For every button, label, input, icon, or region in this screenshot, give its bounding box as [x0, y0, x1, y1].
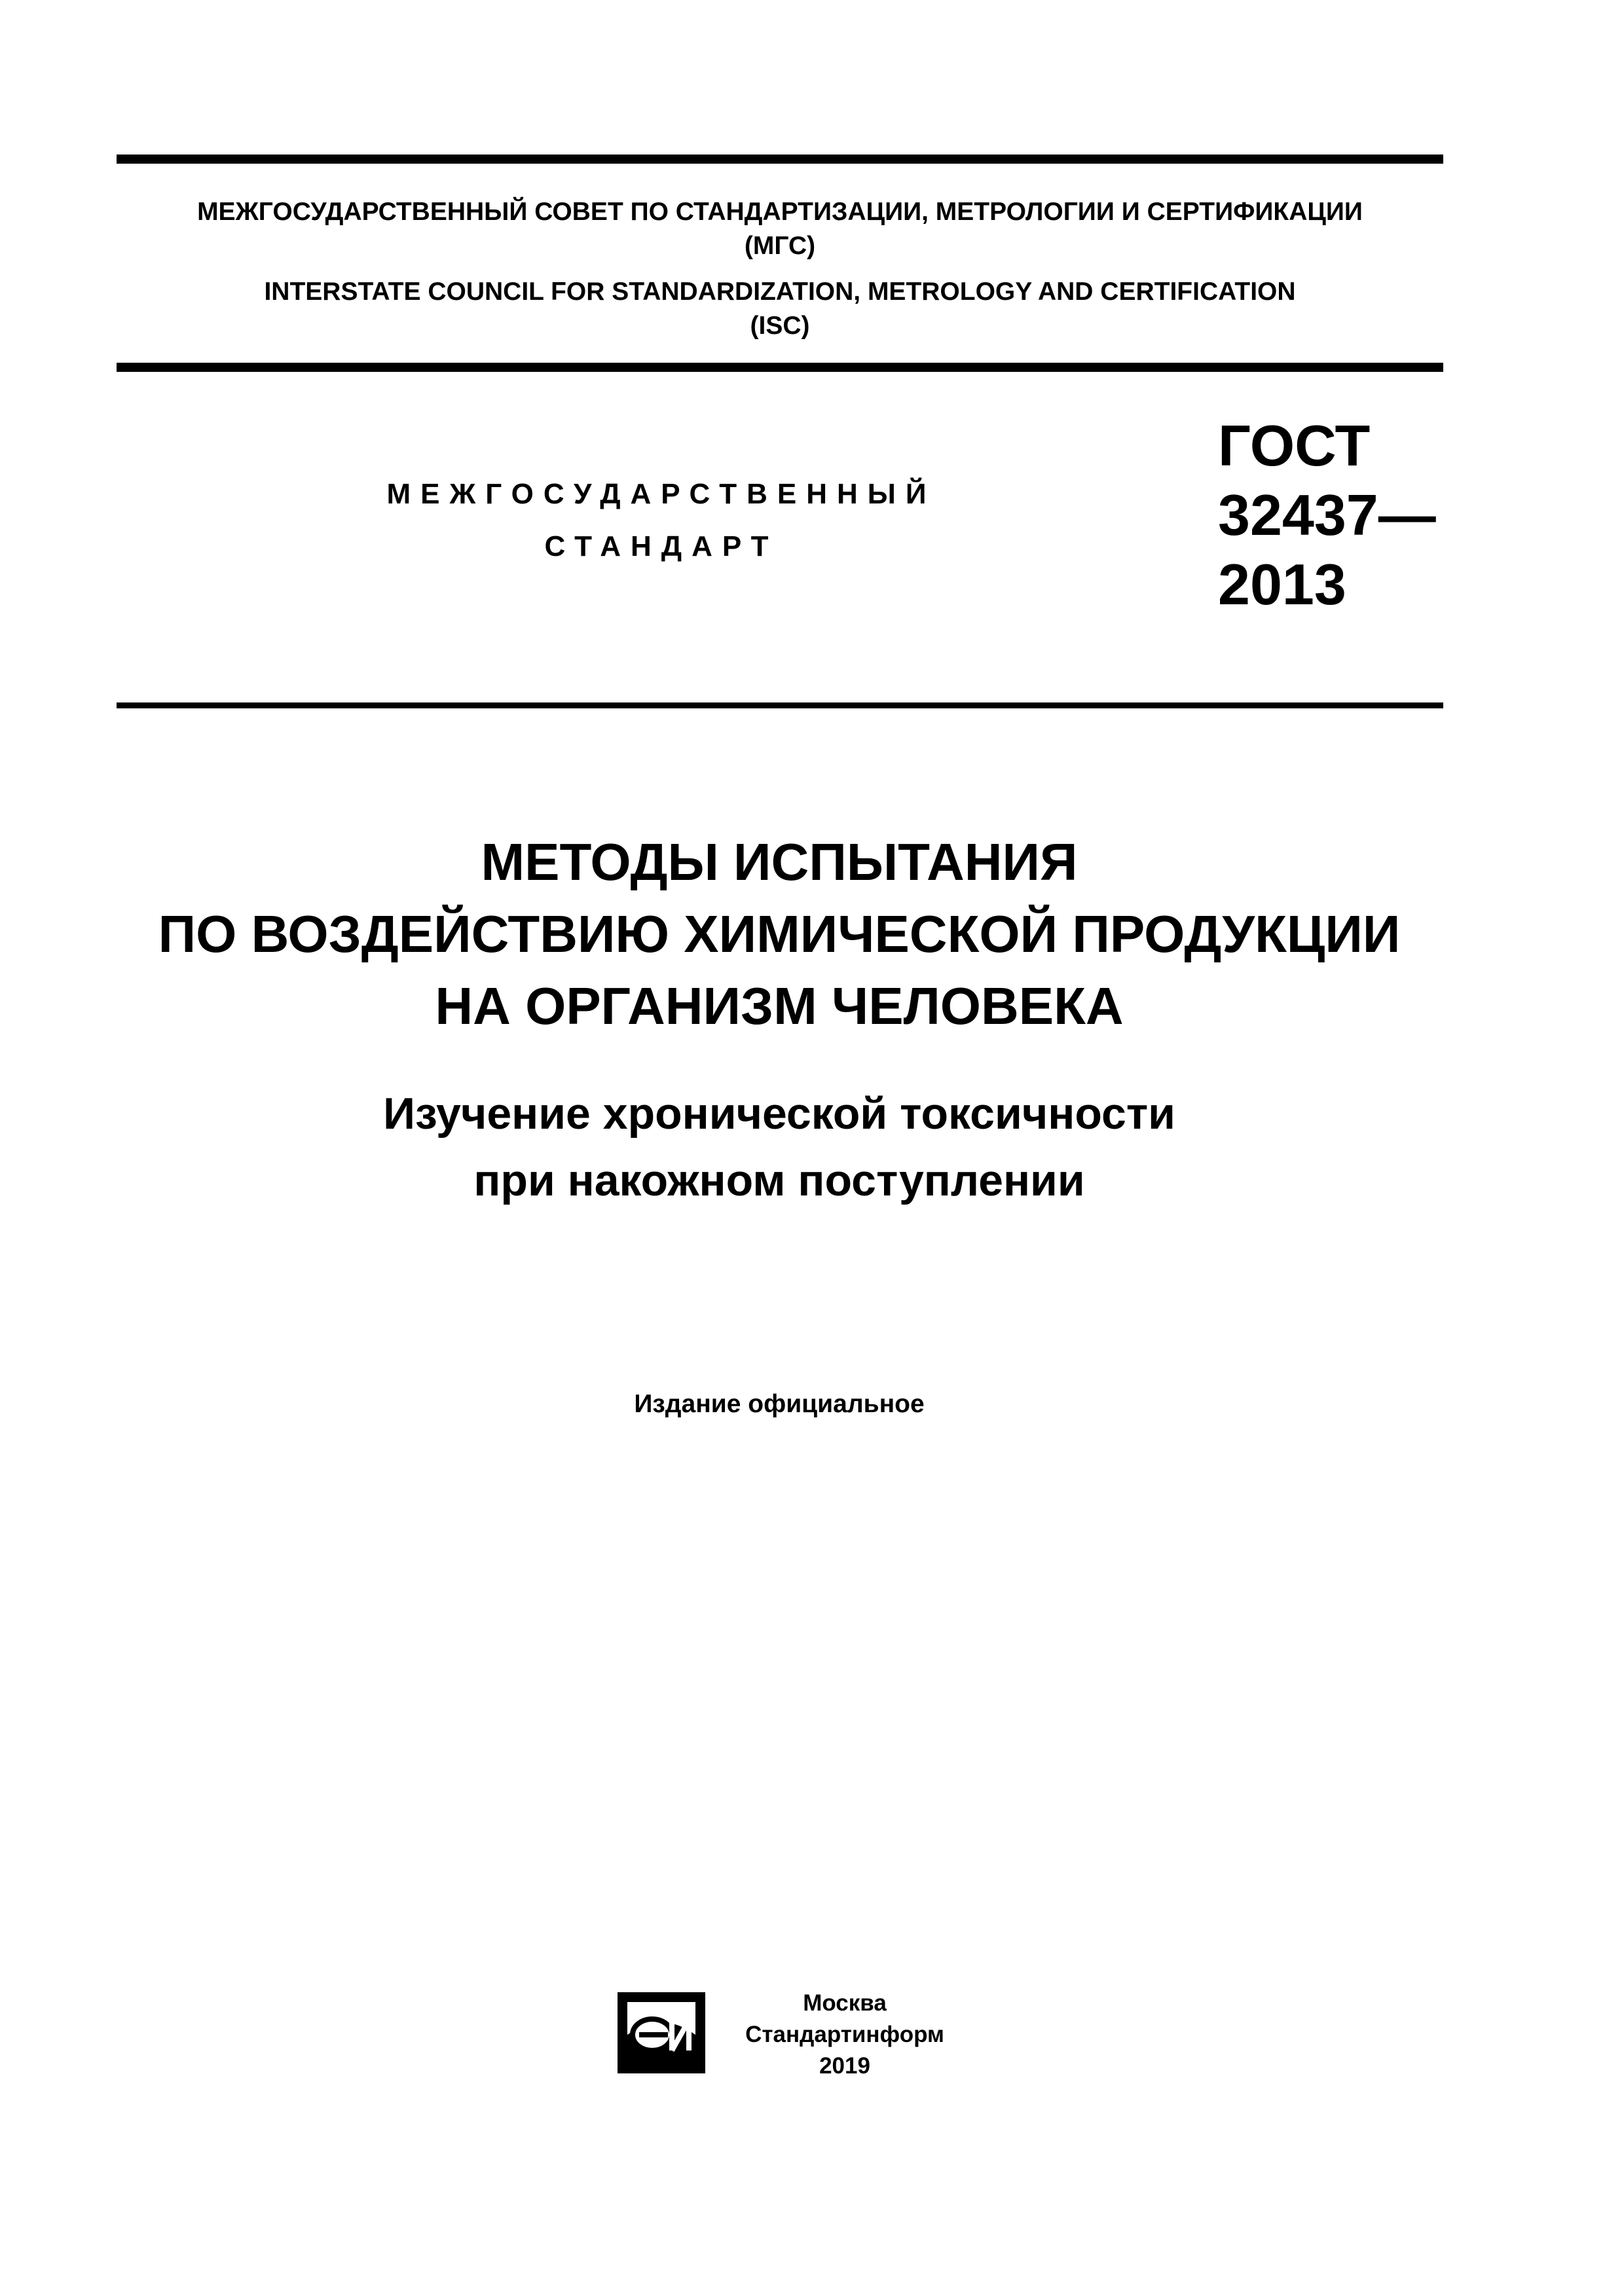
standard-type-line1: МЕЖГОСУДАРСТВЕННЫЙ: [386, 478, 936, 510]
subtitle-line2: при накожном поступлении: [473, 1156, 1085, 1205]
publisher-info: [720, 1988, 969, 2082]
middle-rule: [117, 363, 1443, 372]
council-ru-abbr: (МГС): [744, 232, 816, 260]
title-line2: ПО ВОЗДЕЙСТВИЮ ХИМИЧЕСКОЙ ПРОДУКЦИИ: [158, 905, 1401, 963]
bottom-rule: [117, 702, 1443, 708]
standartinform-logo-icon: [616, 1990, 707, 2075]
document-title: [65, 826, 1493, 1042]
gost-designation: [1218, 411, 1436, 619]
council-en-abbr: (ISC): [750, 312, 810, 340]
publisher-name: Стандартинформ: [745, 2022, 944, 2047]
standard-type-line2: СТАНДАРТ: [544, 530, 779, 562]
council-ru-line1: МЕЖГОСУДАРСТВЕННЫЙ СОВЕТ ПО СТАНДАРТИЗАЦИИ, МЕТРОЛОГИИ И СЕРТИФИКАЦИИ: [197, 198, 1363, 226]
title-line3: НА ОРГАНИЗМ ЧЕЛОВЕКА: [435, 977, 1124, 1035]
gost-number: 32437—: [1218, 483, 1436, 547]
publisher-city: Москва: [803, 1990, 887, 2016]
gost-label: ГОСТ: [1218, 413, 1371, 478]
council-en-line1: INTERSTATE COUNCIL FOR STANDARDIZATION, METROLOGY AND CERTIFICATION: [264, 278, 1296, 306]
standard-type: [301, 468, 1022, 573]
gost-year: 2013: [1218, 552, 1346, 617]
council-name-ru: [117, 195, 1443, 263]
document-subtitle: [65, 1080, 1493, 1214]
edition-label: Издание официальное: [634, 1390, 925, 1418]
subtitle-line1: Изучение хронической токсичности: [383, 1089, 1175, 1139]
publisher-year: 2019: [819, 2053, 870, 2079]
top-rule: [117, 155, 1443, 164]
title-line1: МЕТОДЫ ИСПЫТАНИЯ: [481, 833, 1078, 891]
council-name-en: [117, 275, 1443, 343]
